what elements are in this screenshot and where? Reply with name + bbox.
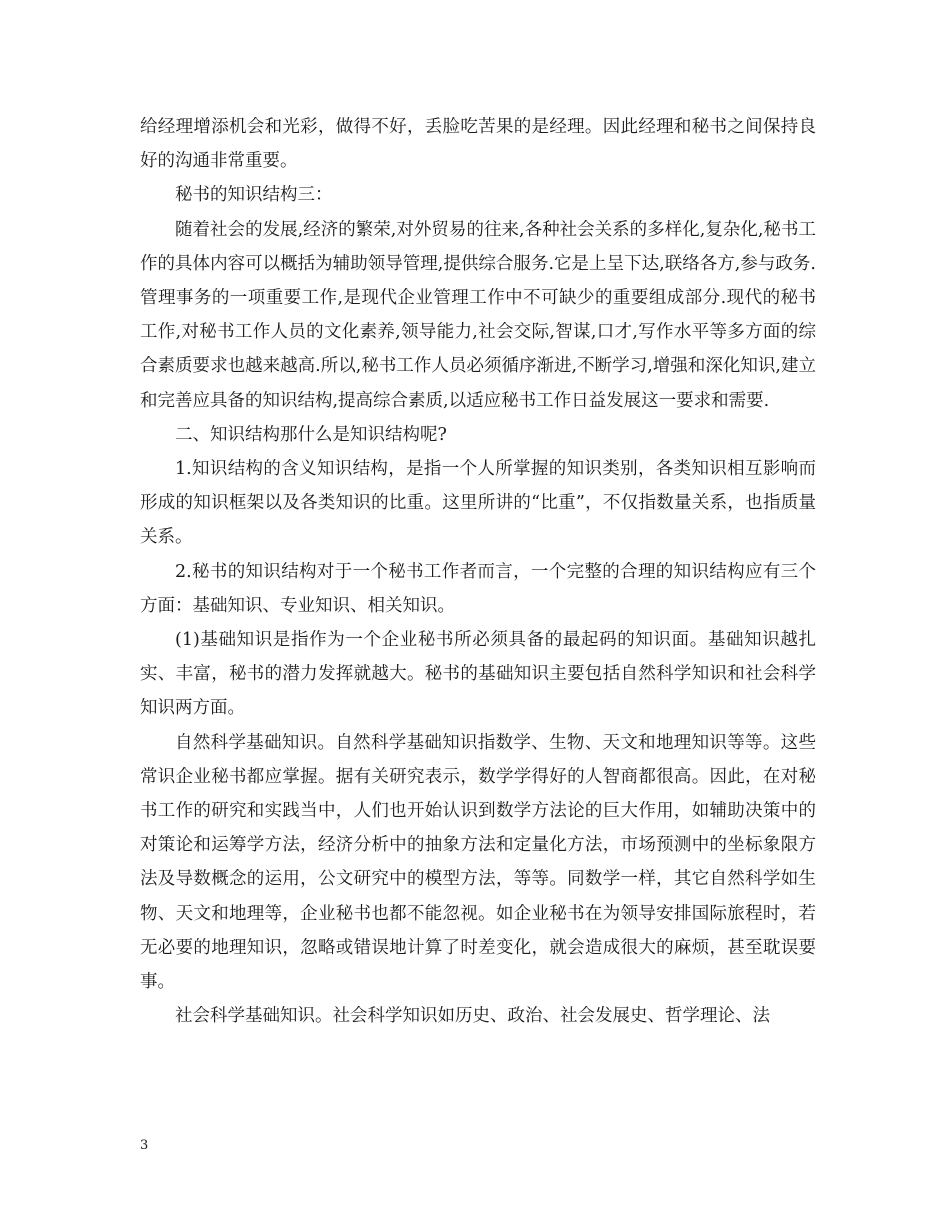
paragraph-4: 二、知识结构那什么是知识结构呢? bbox=[175, 424, 447, 445]
document-body bbox=[140, 110, 816, 1033]
paragraph-6: 2.秘书的知识结构对于一个秘书工作者而言，一个完整的合理的知识结构应有三个方面：基础知识、专业知识、相关知识。 bbox=[140, 561, 816, 616]
paragraph-1: 给经理增添机会和光彩，做得不好，丢脸吃苦果的是经理。因此经理和秘书之间保持良好的沟通非常重要。 bbox=[140, 117, 816, 172]
paragraph-3: 随着社会的发展,经济的繁荣,对外贸易的往来,各种社会关系的多样化,复杂化,秘书工作的具体内容可以概括为辅助领导管理,提供综合服务.它是上呈下达,联络各方,参与政务.管理事务的一项重要工作,是现代企业管理工作中不可缺少的重要组成部分.现代的秘书工作,对秘书工作人员的文化素养,领导能力,社会交际,智谋,口才,写作水平等多方面的综合素质要求也越来越高.所以,秘书工作人员必须循序渐进,不断学习,增强和深化知识,建立和完善应具备的知识结构,提高综合素质,以适应秘书工作日益发展这一要求和需要. bbox=[140, 219, 816, 411]
paragraph-2: 秘书的知识结构三： bbox=[175, 185, 333, 206]
paragraph-9: 社会科学基础知识。社会科学知识如历史、政治、社会发展史、哲学理论、法 bbox=[175, 1006, 770, 1027]
page-number: 3 bbox=[140, 1138, 149, 1153]
paragraph-7: (1)基础知识是指作为一个企业秘书所必须具备的最起码的知识面。基础知识越扎实、丰富，秘书的潜力发挥就越大。秘书的基础知识主要包括自然科学知识和社会科学知识两方面。 bbox=[140, 630, 816, 719]
paragraph-8: 自然科学基础知识。自然科学基础知识指数学、生物、天文和地理知识等等。这些常识企业秘书都应掌握。据有关研究表示，数学学得好的人智商都很高。因此，在对秘书工作的研究和实践当中，人们也开始认识到数学方法论的巨大作用，如辅助决策中的对策论和运筹学方法，经济分析中的抽象方法和定量化方法，市场预测中的坐标象限方法及导数概念的运用，公文研究中的模型方法，等等。同数学一样，其它自然科学如生物、天文和地理等，企业秘书也都不能忽视。如企业秘书在为领导安排国际旅程时，若无必要的地理知识，忽略或错误地计算了时差变化，就会造成很大的麻烦，甚至耽误要事。 bbox=[140, 732, 816, 993]
paragraph-5: 1.知识结构的含义知识结构，是指一个人所掌握的知识类别，各类知识相互影响而形成的知识框架以及各类知识的比重。这里所讲的“比重”，不仅指数量关系，也指质量关系。 bbox=[140, 459, 816, 548]
